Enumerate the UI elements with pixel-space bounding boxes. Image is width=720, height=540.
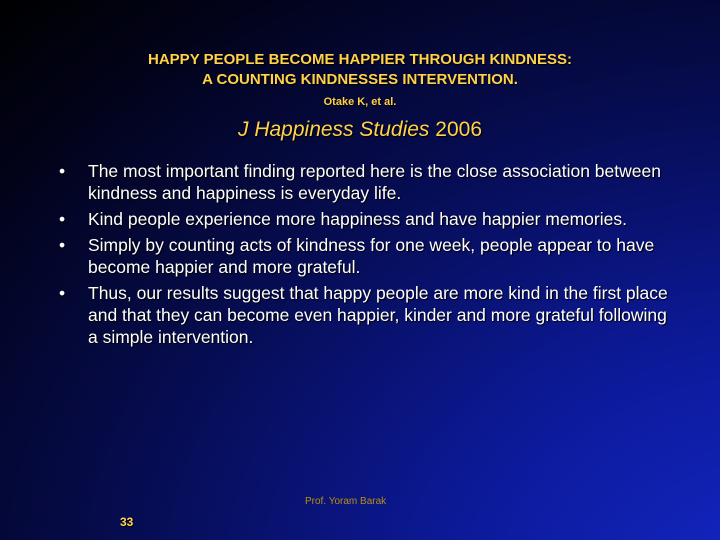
bullet-text: Kind people experience more happiness and have happier memories.: [88, 209, 627, 229]
authors: Otake K, et al.: [323, 96, 397, 108]
bullet-text: The most important finding reported here is the close association between kindness and happiness is everyday life.: [88, 161, 661, 203]
footer-credit: Prof. Yoram Barak: [305, 496, 387, 507]
list-item: [56, 160, 676, 204]
slide-title: [0, 50, 720, 90]
journal-year: 2006: [435, 118, 482, 141]
journal-name: J Happiness Studies: [237, 118, 430, 141]
slide-title-line-1: HAPPY PEOPLE BECOME HAPPIER THROUGH KINDNESS:: [148, 51, 572, 68]
list-item: [56, 234, 676, 278]
list-item: [56, 282, 676, 348]
list-item: [56, 208, 676, 230]
bullet-icon: •: [59, 283, 66, 303]
bullet-icon: •: [59, 209, 66, 229]
journal-citation: [0, 117, 720, 143]
bullet-icon: •: [59, 235, 66, 255]
bullet-icon: •: [59, 161, 66, 181]
slide-title-line-2: A COUNTING KINDNESSES INTERVENTION.: [202, 71, 518, 88]
bullet-list: [56, 160, 676, 352]
bullet-text: Thus, our results suggest that happy people are more kind in the first place and that they can become even happier, kinder and more grateful following a simple intervention.: [88, 283, 668, 347]
page-number: 33: [120, 515, 134, 529]
bullet-text: Simply by counting acts of kindness for one week, people appear to have become happier and more grateful.: [88, 235, 655, 277]
